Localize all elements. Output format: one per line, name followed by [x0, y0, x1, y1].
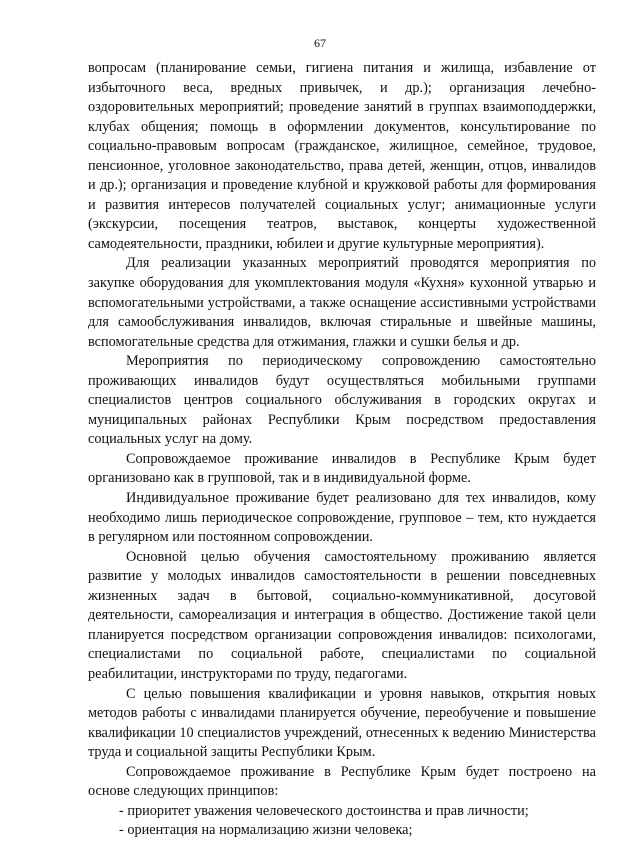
- list-item-normalization: - ориентация на нормализацию жизни человека;: [119, 822, 413, 839]
- paragraph-qualification: С целью повышения квалификации и уровня навыков, открытия новых методов работы с инвалидами планируется обучение, переобучение и повышение квалификации 10 специалистов учреждений, отнесенных к ведению Министерства труда и социальной защиты Республики Крым.: [88, 685, 596, 761]
- list-item-dignity: - приоритет уважения человеческого достоинства и прав личности;: [119, 802, 529, 819]
- page-number: 67: [314, 36, 326, 50]
- paragraph-training-goal: Основной целью обучения самостоятельному проживанию является развитие у молодых инвалидов самостоятельности в решении повседневных жизненных задач в бытовой, социально-коммуникативной, досуговой деятельности, самореализация и интеграция в общество. Достижение такой цели планируется посредством организации сопровождения инвалидов: психологами, специалистами по социальной работе, специалистами по социальной реабилитации, инструкторами по труду, педагогами.: [88, 548, 596, 682]
- paragraph-individual-living: Индивидуальное проживание будет реализовано для тех инвалидов, кому необходимо лишь периодическое сопровождение, групповое – тем, кто нуждается в регулярном или постоянном сопровождении.: [88, 490, 596, 546]
- paragraph-services-list: вопросам (планирование семьи, гигиена питания и жилища, избавление от избыточного веса, вредных привычек, и др.); организация лечебно-оздоровительных мероприятий; проведение занятий в группах взаимоподдержки, клубах общения; помощь в оформлении документов, консультирование по социально-правовым вопросам (гражданское, жилищное, семейное, трудовое, пенсионное, уголовное законодательство, права детей, женщин, отцов, инвалидов и др.); организация и проведение клубной и кружковой работы для формирования и развития интересов получателей социальных услуг; анимационные услуги (экскурсии, посещения театров, выставок, концерты художественной самодеятельности, праздники, юбилеи и другие культурные мероприятия).: [88, 60, 596, 252]
- body-text: [88, 59, 596, 841]
- paragraph-periodic-support: Мероприятия по периодическому сопровождению самостоятельно проживающих инвалидов будут осуществляться мобильными группами специалистов центров социального обслуживания в городских округах и муниципальных районах Республики Крым посредством предоставления социальных услуг на дому.: [88, 353, 596, 448]
- paragraph-principles-intro: Сопровождаемое проживание в Республике Крым будет построено на основе следующих принципов:: [88, 763, 596, 800]
- paragraph-living-forms: Сопровождаемое проживание инвалидов в Республике Крым будет организовано как в групповой, так и в индивидуальной форме.: [88, 450, 596, 487]
- paragraph-equipment-purchase: Для реализации указанных мероприятий проводятся мероприятия по закупке оборудования для укомплектования модуля «Кухня» кухонной утварью и вспомогательными устройствами, а также оснащение ассистивными устройствами для самообслуживания инвалидов, включая стиральные и швейные машины, вспомогательные средства для отжимания, глажки и сушки белья и др.: [88, 255, 596, 350]
